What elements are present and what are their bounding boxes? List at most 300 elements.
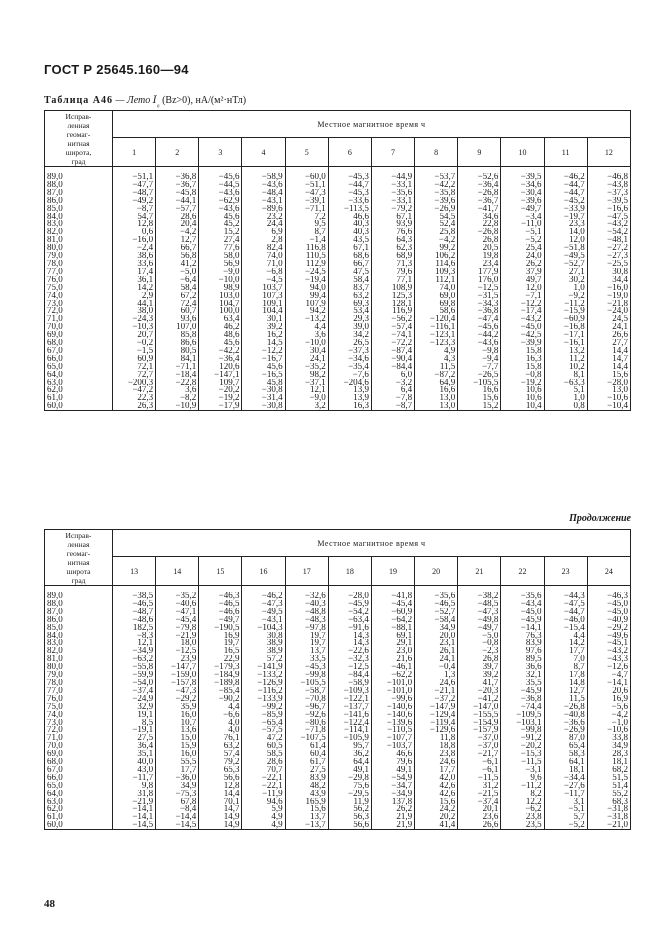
table-row xyxy=(45,639,631,647)
value-cell: 24,1 xyxy=(587,323,630,331)
value-cell: −54,2 xyxy=(328,608,371,616)
latitude-header-text: Исправ- ленная геомаг- нитная широта, град xyxy=(65,111,92,166)
value-cell: 13,0 xyxy=(415,394,458,402)
value-cell: 24,4 xyxy=(242,220,285,228)
value-cell: −104,3 xyxy=(242,624,285,632)
value-cell: 16,3 xyxy=(501,355,544,363)
value-cell: 21,6 xyxy=(371,655,414,663)
value-cell: 3,6 xyxy=(156,386,199,394)
value-cell: 125,3 xyxy=(371,292,414,300)
table-row xyxy=(45,220,631,228)
value-cell: −31,8 xyxy=(587,813,630,821)
value-cell: 94,6 xyxy=(242,798,285,806)
value-cell: 72,1 xyxy=(113,363,156,371)
table-row xyxy=(45,766,631,774)
value-cell: 24,0 xyxy=(501,252,544,260)
value-cell: 14,9 xyxy=(199,821,242,829)
value-cell: 103,7 xyxy=(242,284,285,292)
latitude-cell: 87,0 xyxy=(45,608,113,616)
value-cell: 57,2 xyxy=(242,655,285,663)
value-cell: −46,6 xyxy=(199,608,242,616)
value-cell: 43,5 xyxy=(328,236,371,244)
value-cell: −44,2 xyxy=(458,331,501,339)
value-cell: 12,8 xyxy=(199,782,242,790)
latitude-cell: 75,0 xyxy=(45,284,113,292)
value-cell: −35,6 xyxy=(371,189,414,197)
latitude-cell: 60,0 xyxy=(45,821,113,829)
latitude-cell: 85,0 xyxy=(45,624,113,632)
value-cell: −43,6 xyxy=(242,181,285,189)
value-cell: 15,6 xyxy=(587,371,630,379)
value-cell: 8,7 xyxy=(285,228,328,236)
value-cell: −9,0 xyxy=(285,394,328,402)
value-cell: 12,0 xyxy=(544,236,587,244)
value-cell: 93,6 xyxy=(156,315,199,323)
value-cell: −8,7 xyxy=(113,205,156,213)
value-cell: 6,9 xyxy=(242,228,285,236)
caption-units: (Bz>0), нА/(м²·нТл) xyxy=(159,95,247,106)
value-cell: 48,2 xyxy=(285,782,328,790)
value-cell: 69,3 xyxy=(328,300,371,308)
value-cell: 74,0 xyxy=(242,252,285,260)
value-cell: −41,8 xyxy=(371,592,414,600)
value-cell: 14,4 xyxy=(199,790,242,798)
value-cell: −90,4 xyxy=(371,355,414,363)
table-row xyxy=(45,671,631,679)
value-cell: −21,0 xyxy=(587,821,630,829)
value-cell: 19,1 xyxy=(113,711,156,719)
value-cell: −72,2 xyxy=(371,339,414,347)
value-cell: −147,7 xyxy=(156,663,199,671)
value-cell: 40,0 xyxy=(113,758,156,766)
value-cell: 5,1 xyxy=(544,386,587,394)
value-cell: −42,2 xyxy=(415,181,458,189)
value-cell: −31,5 xyxy=(458,292,501,300)
value-cell: −19,1 xyxy=(113,726,156,734)
value-cell: −75,3 xyxy=(156,790,199,798)
value-cell: −44,5 xyxy=(199,181,242,189)
value-cell: −4,2 xyxy=(156,228,199,236)
value-cell: −126,9 xyxy=(242,679,285,687)
value-cell: −10,4 xyxy=(587,402,630,410)
value-cell: −14,1 xyxy=(113,813,156,821)
value-cell: −44,1 xyxy=(156,197,199,205)
value-cell: 48,6 xyxy=(199,331,242,339)
value-cell: 23,0 xyxy=(371,647,414,655)
latitude-cell: 88,0 xyxy=(45,600,113,608)
value-cell: 100,0 xyxy=(199,307,242,315)
value-cell: 28,6 xyxy=(242,758,285,766)
value-cell: −46,5 xyxy=(415,600,458,608)
latitude-cell: 83,0 xyxy=(45,639,113,647)
value-cell: −45,4 xyxy=(371,600,414,608)
value-cell: −34,3 xyxy=(458,300,501,308)
value-cell: −4,5 xyxy=(242,276,285,284)
value-cell: 5,9 xyxy=(242,805,285,813)
latitude-cell: 69,0 xyxy=(45,750,113,758)
value-cell: 3,2 xyxy=(285,402,328,410)
value-cell: 18,0 xyxy=(156,639,199,647)
value-cell: 87,0 xyxy=(544,734,587,742)
latitude-cell: 83,0 xyxy=(45,220,113,228)
value-cell: −105,5 xyxy=(458,379,501,387)
latitude-cell: 82,0 xyxy=(45,228,113,236)
value-cell: −16,1 xyxy=(544,339,587,347)
table-row xyxy=(45,213,631,221)
value-cell: −85,4 xyxy=(199,687,242,695)
value-cell: −49,2 xyxy=(113,197,156,205)
value-cell: 10,4 xyxy=(501,402,544,410)
value-cell: 182,5 xyxy=(113,624,156,632)
value-cell: 8,5 xyxy=(113,719,156,727)
table-row xyxy=(45,379,631,387)
value-cell: 68,2 xyxy=(587,766,630,774)
value-cell: 20,0 xyxy=(415,632,458,640)
value-cell: −37,0 xyxy=(458,734,501,742)
value-cell: 35,1 xyxy=(113,750,156,758)
value-cell: 4,4 xyxy=(199,703,242,711)
table-row xyxy=(45,790,631,798)
table-row xyxy=(45,616,631,624)
value-cell: 28,3 xyxy=(587,750,630,758)
value-cell: −10,6 xyxy=(587,726,630,734)
value-cell: 8,2 xyxy=(501,790,544,798)
value-cell: 72,4 xyxy=(156,300,199,308)
table-row xyxy=(45,750,631,758)
value-cell: 30,2 xyxy=(544,276,587,284)
value-cell: −5,0 xyxy=(458,632,501,640)
value-cell: −122,4 xyxy=(328,719,371,727)
hour-header: 6 xyxy=(328,138,371,167)
value-cell: −141,6 xyxy=(328,711,371,719)
value-cell: 33,6 xyxy=(113,260,156,268)
table-row xyxy=(45,624,631,632)
hour-header: 9 xyxy=(458,138,501,167)
value-cell: −116,2 xyxy=(242,687,285,695)
value-cell: 63,2 xyxy=(199,742,242,750)
value-cell: −35,4 xyxy=(328,363,371,371)
value-cell: 85,8 xyxy=(156,331,199,339)
value-cell: −21,1 xyxy=(415,687,458,695)
latitude-cell: 68,0 xyxy=(45,339,113,347)
value-cell: 10,6 xyxy=(501,394,544,402)
value-cell: 97,6 xyxy=(501,647,544,655)
value-cell: 13,7 xyxy=(285,813,328,821)
value-cell: −21,9 xyxy=(113,798,156,806)
value-cell: −84,4 xyxy=(371,363,414,371)
table-row xyxy=(45,805,631,813)
value-cell: 19,7 xyxy=(285,639,328,647)
value-cell: −26,5 xyxy=(458,371,501,379)
value-cell: −99,2 xyxy=(242,703,285,711)
value-cell: 23,9 xyxy=(156,655,199,663)
document-header: ГОСТ Р 25645.160—94 xyxy=(44,62,189,77)
value-cell: −179,3 xyxy=(199,663,242,671)
value-cell: −122,1 xyxy=(328,695,371,703)
value-cell: 64,3 xyxy=(371,236,414,244)
value-cell: 34,9 xyxy=(415,624,458,632)
value-cell: −49,6 xyxy=(587,632,630,640)
value-cell: −5,6 xyxy=(587,703,630,711)
value-cell: 56,9 xyxy=(199,260,242,268)
value-cell: 67,8 xyxy=(156,798,199,806)
value-cell: 45,2 xyxy=(199,220,242,228)
value-cell: −51,1 xyxy=(285,181,328,189)
value-cell: 34,2 xyxy=(328,331,371,339)
value-cell: 4,3 xyxy=(415,355,458,363)
value-cell: 43,9 xyxy=(285,790,328,798)
value-cell: 23,3 xyxy=(544,220,587,228)
table-row xyxy=(45,268,631,276)
value-cell: 13,9 xyxy=(328,386,371,394)
table-row xyxy=(45,600,631,608)
table-row xyxy=(45,719,631,727)
latitude-cell: 80,0 xyxy=(45,244,113,252)
value-cell: −4,7 xyxy=(587,671,630,679)
value-cell: 34,9 xyxy=(156,782,199,790)
table-row xyxy=(45,197,631,205)
value-cell: −26,8 xyxy=(544,703,587,711)
value-cell: 61,7 xyxy=(285,758,328,766)
value-cell: 12,7 xyxy=(156,236,199,244)
hour-header: 19 xyxy=(371,557,414,586)
value-cell: −6,6 xyxy=(199,711,242,719)
value-cell: −19,2 xyxy=(199,394,242,402)
value-cell: −31,4 xyxy=(242,394,285,402)
value-cell: −5,2 xyxy=(544,821,587,829)
value-cell: 71,0 xyxy=(242,260,285,268)
value-cell: −16,7 xyxy=(242,355,285,363)
value-cell: −65,4 xyxy=(242,719,285,727)
value-cell: −39,6 xyxy=(415,197,458,205)
value-cell: −37,3 xyxy=(328,347,371,355)
hour-header: 23 xyxy=(544,557,587,586)
value-cell: −3,1 xyxy=(501,766,544,774)
value-cell: −11,7 xyxy=(113,774,156,782)
hour-header: 20 xyxy=(415,557,458,586)
value-cell: 74,0 xyxy=(415,284,458,292)
value-cell: 11,9 xyxy=(328,798,371,806)
value-cell: −27,3 xyxy=(587,252,630,260)
value-cell: −39,5 xyxy=(501,173,544,181)
value-cell: −51,8 xyxy=(544,244,587,252)
value-cell: 23,8 xyxy=(415,750,458,758)
value-cell: 4,0 xyxy=(199,726,242,734)
value-cell: −24,5 xyxy=(285,268,328,276)
value-cell: 13,2 xyxy=(544,347,587,355)
table-row xyxy=(45,742,631,750)
value-cell: −40,6 xyxy=(156,600,199,608)
value-cell: 3,6 xyxy=(285,331,328,339)
value-cell: 76,3 xyxy=(501,632,544,640)
value-cell: −48,1 xyxy=(587,236,630,244)
value-cell: −45,2 xyxy=(544,197,587,205)
value-cell: −129,4 xyxy=(415,711,458,719)
value-cell: 60,5 xyxy=(242,742,285,750)
value-cell: 23,8 xyxy=(501,813,544,821)
value-cell: −120,4 xyxy=(415,315,458,323)
latitude-cell: 73,0 xyxy=(45,300,113,308)
table-row xyxy=(45,347,631,355)
value-cell: −184,9 xyxy=(199,671,242,679)
latitude-cell: 69,0 xyxy=(45,331,113,339)
value-cell: −9,4 xyxy=(458,355,501,363)
value-cell: 110,5 xyxy=(285,252,328,260)
value-cell: 86,6 xyxy=(156,339,199,347)
hour-header: 24 xyxy=(587,557,630,586)
value-cell: −60,9 xyxy=(371,608,414,616)
value-cell: 29,3 xyxy=(328,315,371,323)
value-cell: −11,7 xyxy=(544,790,587,798)
value-cell: 58,3 xyxy=(544,750,587,758)
value-cell: −45,1 xyxy=(587,639,630,647)
value-cell: 62,3 xyxy=(371,244,414,252)
value-cell: 23,1 xyxy=(415,639,458,647)
latitude-cell: 64,0 xyxy=(45,371,113,379)
value-cell: −47,3 xyxy=(242,600,285,608)
value-cell: 40,3 xyxy=(328,228,371,236)
value-cell: −46,2 xyxy=(242,592,285,600)
value-cell: −49,8 xyxy=(458,616,501,624)
latitude-cell: 84,0 xyxy=(45,632,113,640)
caption-title: — Лето Ⅰ xyxy=(113,95,157,106)
value-cell: −45,6 xyxy=(458,323,501,331)
value-cell: −58,9 xyxy=(328,679,371,687)
value-cell: 34,4 xyxy=(587,276,630,284)
value-cell: −87,2 xyxy=(415,371,458,379)
value-cell: 42,6 xyxy=(415,790,458,798)
latitude-cell: 77,0 xyxy=(45,268,113,276)
value-cell: 22,3 xyxy=(113,394,156,402)
value-cell: −45,0 xyxy=(587,600,630,608)
value-cell: −140,6 xyxy=(371,711,414,719)
value-cell: −39,5 xyxy=(587,197,630,205)
value-cell: 6,0 xyxy=(371,371,414,379)
value-cell: 16,9 xyxy=(199,632,242,640)
value-cell: −10,0 xyxy=(199,276,242,284)
value-cell: −21,7 xyxy=(458,750,501,758)
value-cell: −8,3 xyxy=(113,632,156,640)
value-cell: −5,1 xyxy=(501,228,544,236)
value-cell: −45,9 xyxy=(328,600,371,608)
value-cell: −22,1 xyxy=(242,774,285,782)
value-cell: 25,4 xyxy=(501,244,544,252)
value-cell: 79,6 xyxy=(371,758,414,766)
value-cell: −1,4 xyxy=(285,236,328,244)
value-cell: 20,1 xyxy=(458,805,501,813)
value-cell: 95,7 xyxy=(328,742,371,750)
value-cell: 66,7 xyxy=(156,244,199,252)
value-cell: −58,9 xyxy=(242,173,285,181)
value-cell: −30,8 xyxy=(242,402,285,410)
value-cell: 39,2 xyxy=(242,323,285,331)
value-cell: 21,9 xyxy=(371,821,414,829)
value-cell: −11,2 xyxy=(544,300,587,308)
value-cell: 165,9 xyxy=(285,798,328,806)
value-cell: −12,5 xyxy=(458,284,501,292)
value-cell: −60,0 xyxy=(285,173,328,181)
value-cell: −21,8 xyxy=(587,300,630,308)
value-cell: 104,4 xyxy=(242,307,285,315)
value-cell: −155,5 xyxy=(458,711,501,719)
value-cell: −36,7 xyxy=(458,197,501,205)
value-cell: −133,2 xyxy=(242,671,285,679)
value-cell: 14,3 xyxy=(328,632,371,640)
value-cell: −6,1 xyxy=(458,766,501,774)
table-row xyxy=(45,331,631,339)
value-cell: −49,7 xyxy=(199,616,242,624)
latitude-cell: 70,0 xyxy=(45,742,113,750)
value-cell: 14,5 xyxy=(242,339,285,347)
value-cell: 98,2 xyxy=(285,371,328,379)
hour-header: 15 xyxy=(199,557,242,586)
value-cell: −18,4 xyxy=(156,371,199,379)
value-cell: −37,1 xyxy=(285,379,328,387)
value-cell: 13,0 xyxy=(415,402,458,410)
value-cell: 24,1 xyxy=(285,355,328,363)
latitude-cell: 61,0 xyxy=(45,394,113,402)
value-cell: −19,7 xyxy=(544,213,587,221)
value-cell: −32,3 xyxy=(328,655,371,663)
value-cell: 99,4 xyxy=(285,292,328,300)
value-cell: 14,0 xyxy=(544,228,587,236)
value-cell: −4,2 xyxy=(415,236,458,244)
value-cell: −52,6 xyxy=(458,173,501,181)
value-cell: 4,0 xyxy=(199,719,242,727)
value-cell: −11,5 xyxy=(458,774,501,782)
value-cell: −57,7 xyxy=(156,205,199,213)
value-cell: −28,0 xyxy=(587,379,630,387)
table-row xyxy=(45,663,631,671)
value-cell: 30,8 xyxy=(242,632,285,640)
value-cell: −49,7 xyxy=(501,205,544,213)
value-cell: −107,7 xyxy=(371,734,414,742)
table-row xyxy=(45,363,631,371)
value-cell: −101,0 xyxy=(371,687,414,695)
value-cell: −43,4 xyxy=(501,600,544,608)
value-cell: −12,5 xyxy=(156,647,199,655)
hours-header-row xyxy=(45,557,631,586)
value-cell: −109,5 xyxy=(501,711,544,719)
value-cell: −12,2 xyxy=(501,300,544,308)
value-cell: 63,2 xyxy=(328,292,371,300)
value-cell: 17,7 xyxy=(156,766,199,774)
value-cell: −54,2 xyxy=(587,228,630,236)
value-cell: 12,1 xyxy=(285,386,328,394)
latitude-cell: 84,0 xyxy=(45,213,113,221)
value-cell: −44,7 xyxy=(544,189,587,197)
value-cell: −45,9 xyxy=(501,687,544,695)
value-cell: −46,5 xyxy=(113,600,156,608)
value-cell: −46,0 xyxy=(544,616,587,624)
value-cell: −8,4 xyxy=(156,805,199,813)
latitude-cell: 79,0 xyxy=(45,252,113,260)
value-cell: 14,2 xyxy=(113,284,156,292)
latitude-cell: 72,0 xyxy=(45,726,113,734)
value-cell: −63,4 xyxy=(328,616,371,624)
latitude-cell: 76,0 xyxy=(45,695,113,703)
value-cell: −36,8 xyxy=(458,307,501,315)
value-cell: −34,4 xyxy=(544,774,587,782)
value-cell: −15,9 xyxy=(544,307,587,315)
value-cell: −40,3 xyxy=(285,600,328,608)
value-cell: 12,7 xyxy=(544,687,587,695)
value-cell: 27,5 xyxy=(285,766,328,774)
value-cell: −140,6 xyxy=(371,703,414,711)
value-cell: −49,7 xyxy=(458,624,501,632)
value-cell: −35,2 xyxy=(156,592,199,600)
value-cell: 38,6 xyxy=(113,252,156,260)
